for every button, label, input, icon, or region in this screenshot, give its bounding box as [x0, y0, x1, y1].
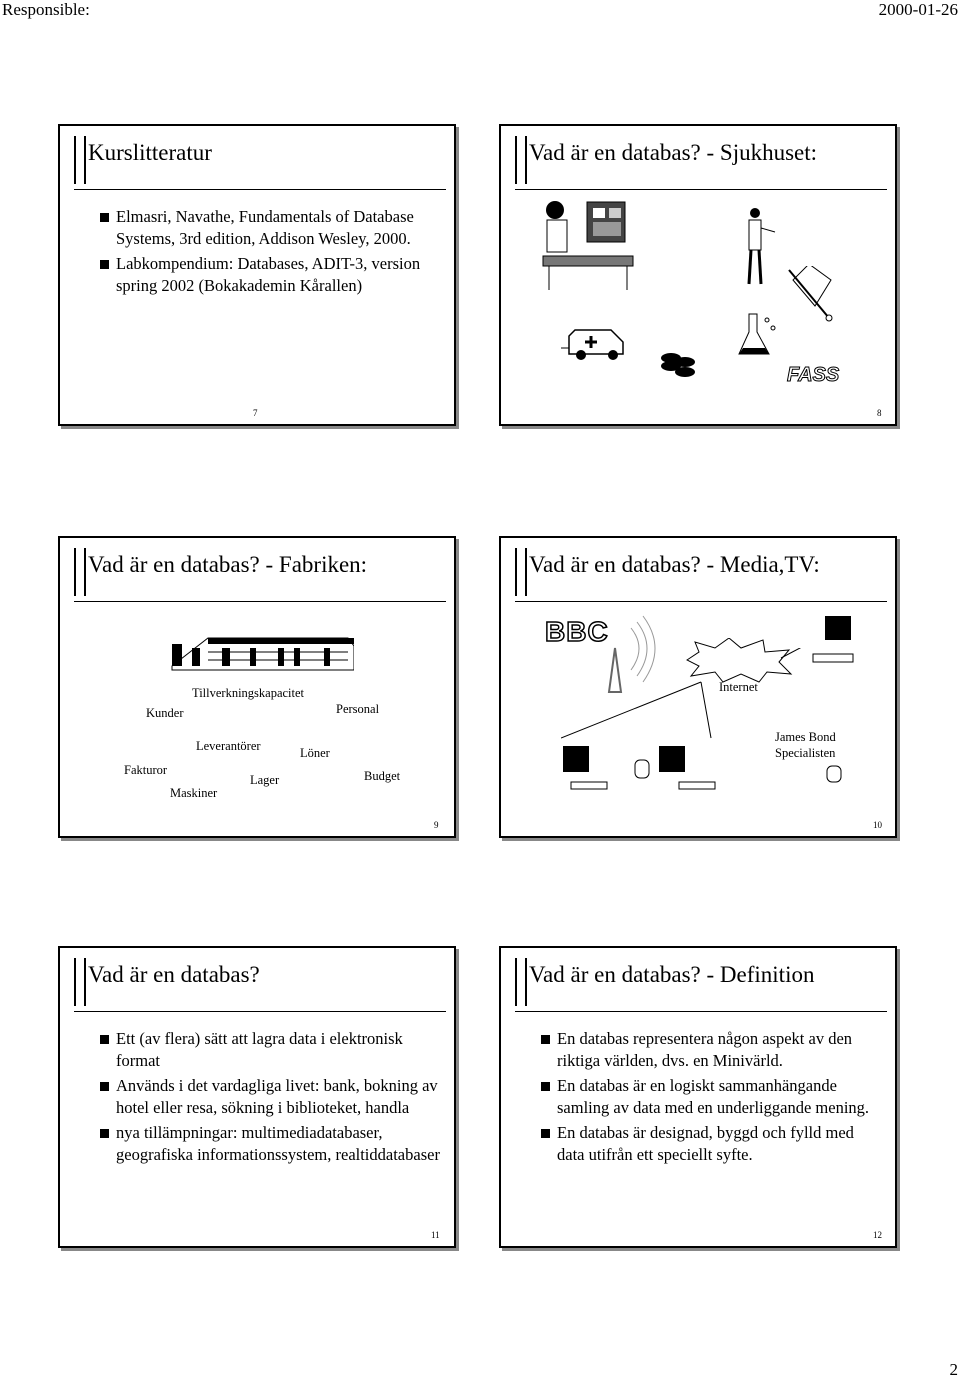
- label-budget: Budget: [364, 769, 401, 783]
- slide-number: 10: [873, 820, 882, 830]
- page-number: 2: [949, 1360, 958, 1379]
- label-specialisten: Specialisten: [775, 746, 836, 760]
- bullet-item: Elmasri, Navathe, Fundamentals of Database Systems, 3rd edition, Addison Wesley, 2000.: [100, 206, 440, 249]
- label-lager: Lager: [250, 773, 280, 787]
- slide-title: Kurslitteratur: [88, 140, 212, 165]
- database-icon: [825, 764, 845, 786]
- slide-number: 7: [253, 408, 258, 418]
- flask-clipart: [737, 310, 781, 366]
- slide-title: Vad är en databas? - Sjukhuset:: [529, 140, 818, 165]
- slide-number: 12: [873, 1230, 882, 1240]
- slide-number: 8: [877, 408, 882, 418]
- bullet-item: Ett (av flera) sätt att lagra data i elektronisk format: [100, 1028, 440, 1071]
- bullet-item: En databas är en logiskt sammanhängande samling av data med en underliggande mening.: [541, 1075, 881, 1118]
- fass-logo: FASS: [787, 364, 840, 386]
- bullet-item: Labkompendium: Databases, ADIT-3, version spring 2002 (Bokakademin Kårallen): [100, 253, 440, 296]
- bullet-list: [100, 206, 440, 300]
- slide-title: Vad är en databas? - Definition: [529, 962, 815, 987]
- slide-11: [58, 946, 456, 1248]
- label-loner: Löner: [300, 746, 330, 760]
- responsible-label: Responsible:: [2, 0, 90, 19]
- slide-10: [499, 536, 897, 838]
- slide-number: 9: [434, 820, 439, 830]
- slide-title: Vad är en databas?: [88, 962, 260, 987]
- slide-8: [499, 124, 897, 426]
- bullet-list: [100, 1028, 440, 1169]
- coins-clipart: [659, 348, 699, 382]
- slide-9: [58, 536, 456, 838]
- bullet-item: nya tillämpningar: multimediadatabaser, geografiska informationssystem, realtiddatabaser: [100, 1122, 440, 1165]
- slide-title: Vad är en databas? - Fabriken:: [88, 552, 368, 577]
- hospital-bed-clipart: [537, 194, 637, 294]
- slide-7: [58, 124, 456, 426]
- ambulance-clipart: [561, 322, 631, 362]
- label-maskiner: Maskiner: [170, 786, 218, 800]
- factory-building-clipart: [168, 626, 354, 672]
- bullet-list: [541, 1028, 881, 1169]
- slide-title: Vad är en databas? - Media,TV:: [529, 552, 820, 577]
- bullet-item: En databas är designad, byggd och fylld med data utifrån ett speciellt syfte.: [541, 1122, 881, 1165]
- bullet-item: En databas representera någon aspekt av den riktiga världen, dvs. en Minivärld.: [541, 1028, 881, 1071]
- slide-12: [499, 946, 897, 1248]
- slide-number: 11: [431, 1230, 440, 1240]
- label-fakturor: Fakturor: [124, 763, 168, 777]
- bbc-logo: BBC: [545, 616, 609, 647]
- label-internet: Internet: [719, 680, 758, 694]
- label-personal: Personal: [336, 702, 380, 716]
- person-clipart: [739, 206, 779, 288]
- bullet-item: Används i det vardagliga livet: bank, bokning av hotel eller resa, sökning i biblioteket, handla: [100, 1075, 440, 1118]
- stretcher-clipart: [787, 266, 837, 324]
- label-kunder: Kunder: [146, 706, 184, 720]
- computer-icon: [651, 744, 741, 798]
- label-leverantorer: Leverantörer: [196, 739, 261, 753]
- label-james-bond: James Bond: [775, 730, 836, 744]
- label-tillverkningskapacitet: Tillverkningskapacitet: [192, 686, 305, 700]
- date-label: 2000-01-26: [878, 0, 958, 19]
